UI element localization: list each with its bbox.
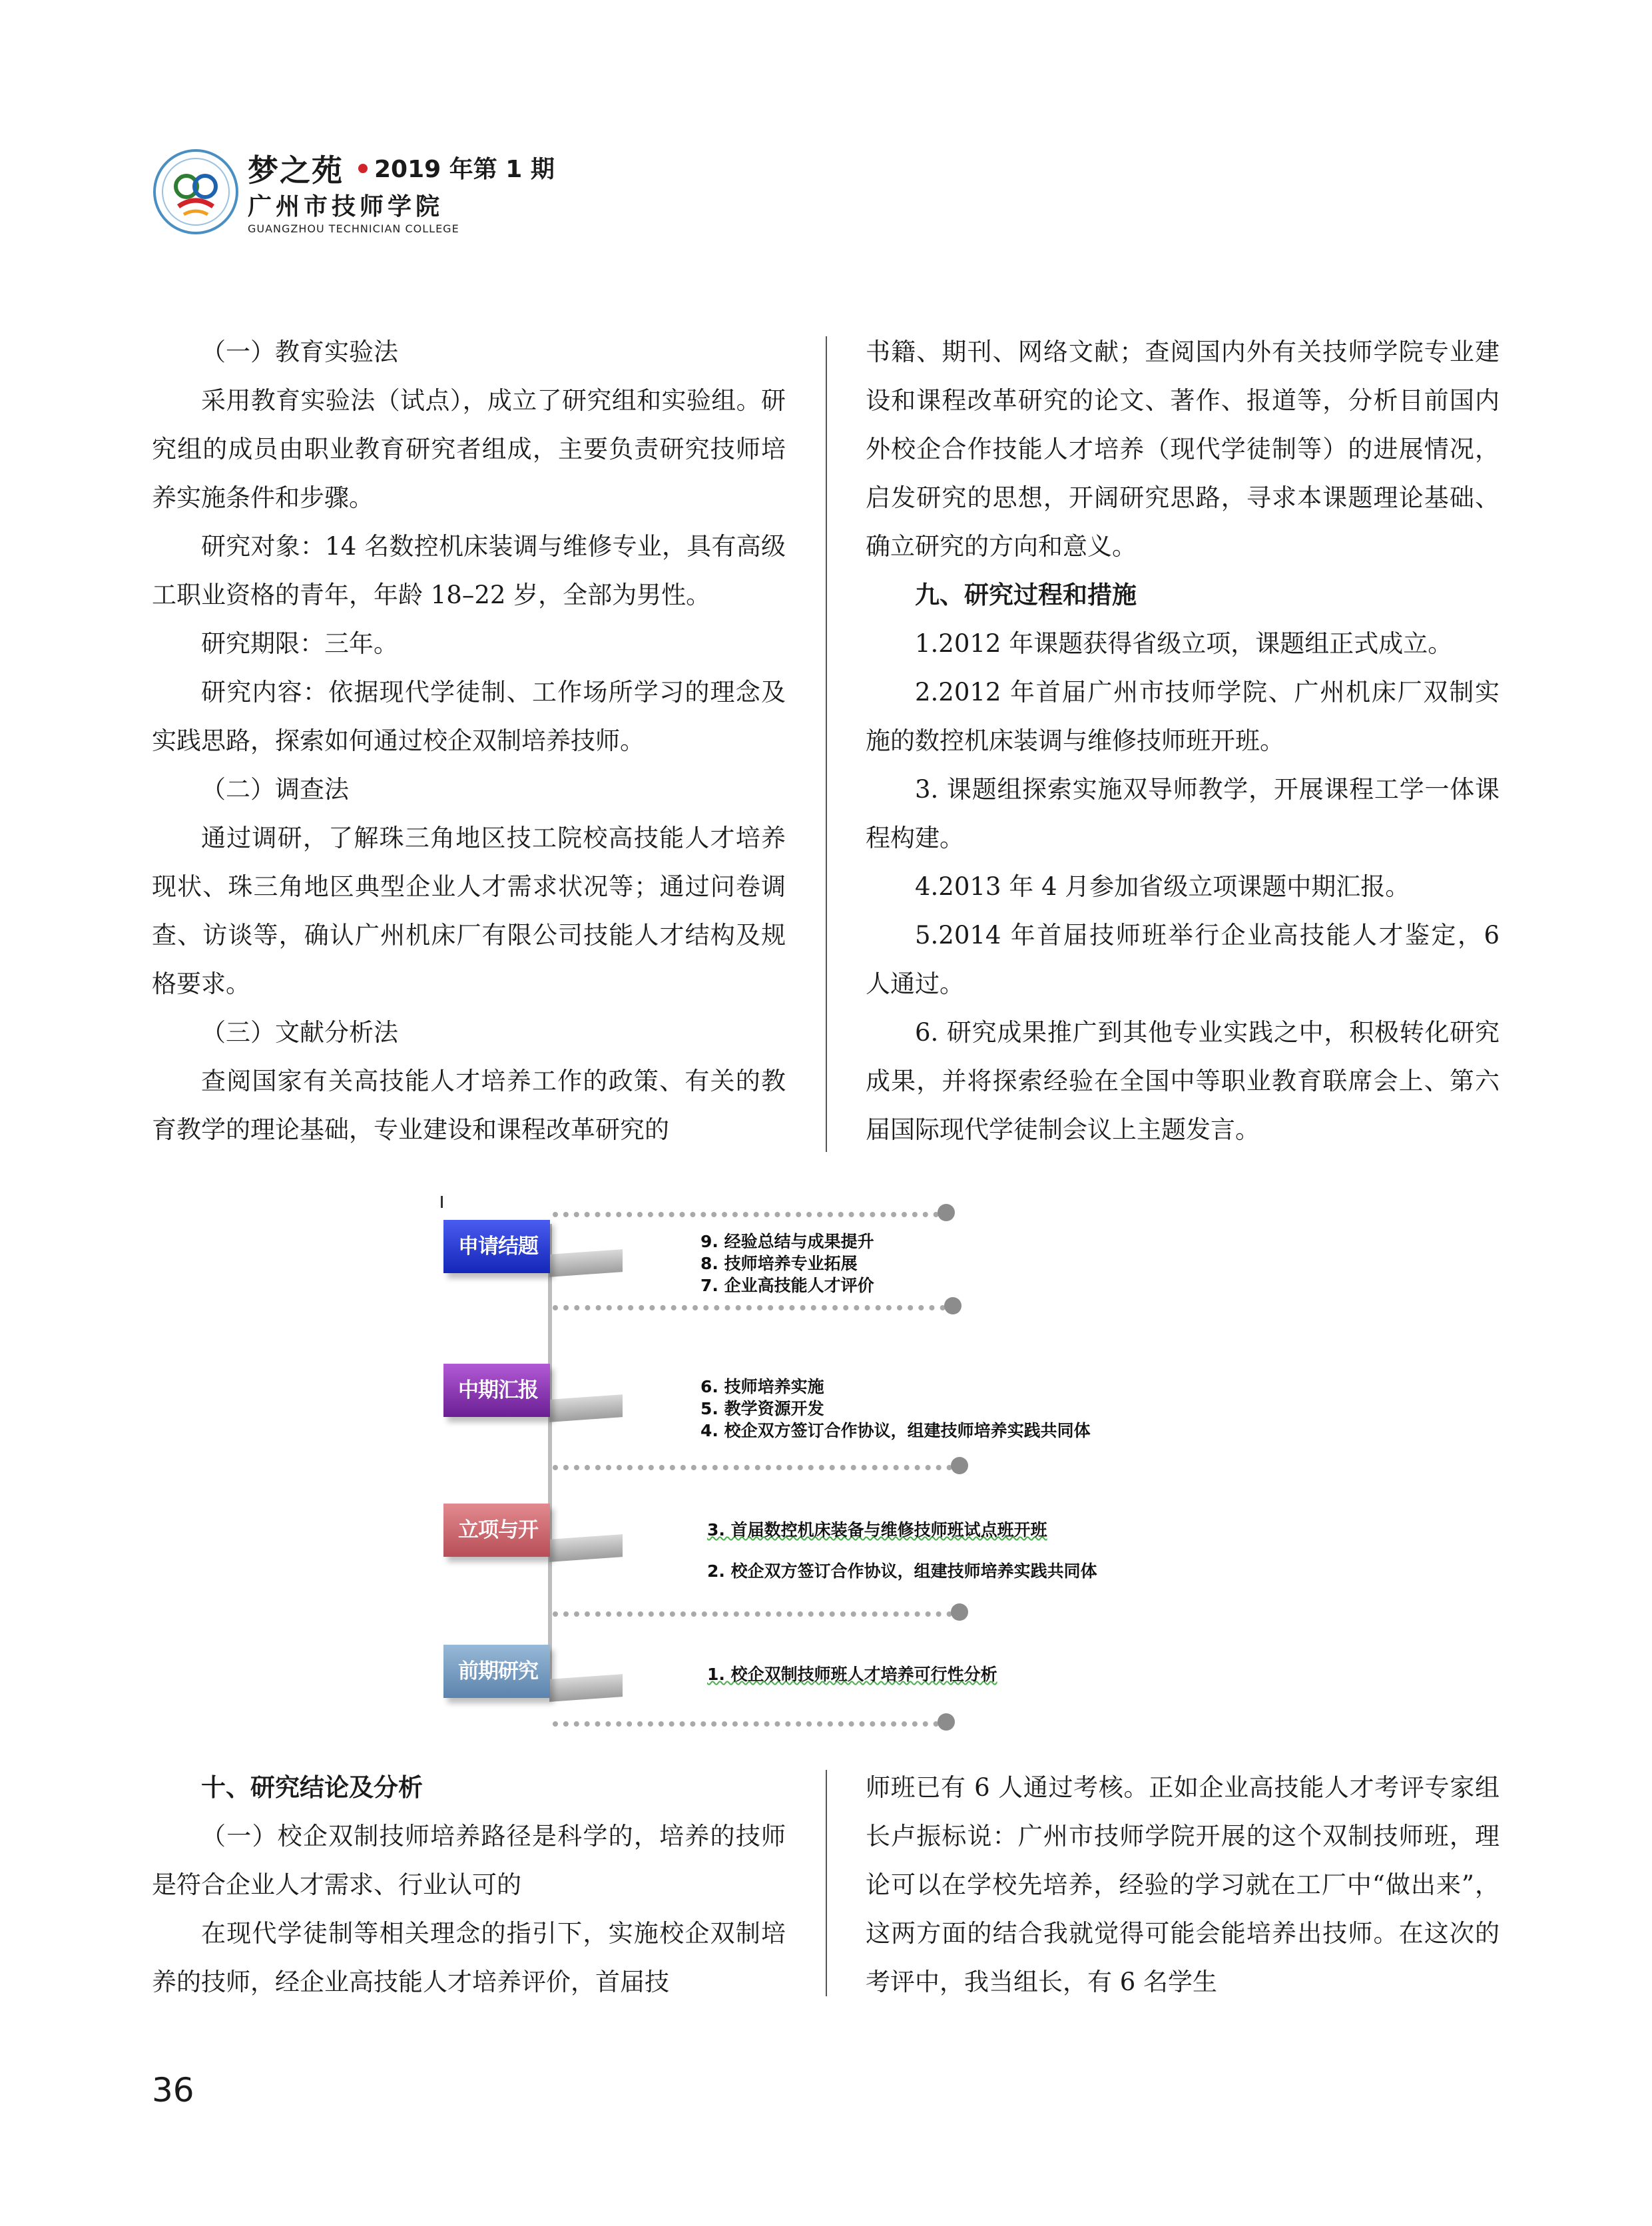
paragraph: 师班已有 6 人通过考核。正如企业高技能人才考评专家组长卢振标说：广州市技师学院开展的这个双制技师班，理论可以在学校先培养，经验的学习就在工厂中“做出来”，这两方面的结合我就觉得可能会能培养出技师。在这次的考评中，我当组长，有 6 名学生 [866,1773,1500,1996]
timeline-dots [553,1611,952,1617]
stage4-items [707,1663,997,1685]
paragraph: 在现代学徒制等相关理念的指引下，实施校企双制培养的技师，经企业高技能人才培养评价，首届技 [152,1919,786,1996]
paragraph: 采用教育实验法（试点），成立了研究组和实验组。研究组的成员由职业教育研究者组成，主要负责研究技师培养实施条件和步骤。 [152,386,786,512]
subheading-literature: （三）文献分析法 [201,1018,398,1047]
school-name-en: GUANGZHOU TECHNICIAN COLLEGE [248,222,459,235]
subheading-conclusion-1: （一）校企双制技师培养路径是科学的，培养的技师是符合企业人才需求、行业认可的 [152,1822,786,1899]
bottom-right-column [866,1763,1500,2006]
stage-ribbon [549,1249,623,1277]
research-process-diagram [426,1185,1232,1738]
paragraph: 研究内容：依据现代学徒制、工作场所学习的理念及实践思路，探索如何通过校企双制培养技师。 [152,678,786,755]
section-heading-9: 九、研究过程和措施 [915,581,1137,609]
stage-ribbon [549,1674,623,1702]
timeline-endpoint [951,1457,968,1474]
column-divider [826,1770,827,1996]
college-logo [152,148,240,236]
paragraph: 研究对象：14 名数控机床装调与维修专业，具有高级工职业资格的青年，年龄 18–22 岁，全部为男性。 [152,532,786,609]
timeline-item: 1. 校企双制技师班人才培养可行性分析 [707,1665,997,1684]
timeline-endpoint [951,1603,968,1621]
list-item: 6. 研究成果推广到其他专业实践之中，积极转化研究成果，并将探索经验在全国中等职业教育联席会上、第六届国际现代学徒制会议上主题发言。 [866,1018,1500,1144]
timeline-dots [553,1721,939,1727]
list-item: 1.2012 年课题获得省级立项，课题组正式成立。 [915,629,1453,658]
spacer [707,1541,1097,1561]
school-name: 广州市技师学院 [248,193,444,220]
stage1-items [700,1231,874,1296]
stage-ribbon [549,1394,623,1422]
timeline-item: 8. 技师培养专业拓展 [700,1254,858,1273]
stage-ribbon [549,1534,623,1562]
list-item: 4.2013 年 4 月参加省级立项课题中期汇报。 [915,872,1410,901]
timeline-item: 6. 技师培养实施 [700,1377,824,1396]
section-heading-10: 十、研究结论及分析 [201,1773,423,1802]
subheading-survey: （二）调查法 [201,775,349,804]
stage3-items [707,1520,1097,1582]
timeline-axis [548,1224,552,1690]
timeline-endpoint [944,1297,962,1314]
timeline-item: 5. 教学资源开发 [700,1399,824,1418]
magazine-name: 梦之苑 [248,152,344,188]
stage-preliminary-research: 前期研究基础 [443,1645,550,1698]
timeline-item: 7. 企业高技能人才评价 [700,1276,874,1295]
stage-midterm-report: 中期汇报 [443,1364,550,1417]
timeline-item: 4. 校企双方签订合作协议，组建技师培养实践共同体 [700,1421,1091,1440]
timeline-dots [553,1465,952,1470]
timeline-endpoint [938,1204,955,1221]
timeline-item: 9. 经验总结与成果提升 [700,1232,874,1251]
page-number: 36 [152,2071,194,2109]
paragraph: 通过调研，了解珠三角地区技工院校高技能人才培养现状、珠三角地区典型企业人才需求状况等；通过问卷调查、访谈等，确认广州机床厂有限公司技能人才结构及规格要求。 [152,824,786,998]
timeline-endpoint [938,1713,955,1731]
list-item: 3. 课题组探索实施双导师教学，开展课程工学一体课程构建。 [866,775,1500,852]
top-right-column [866,328,1500,1154]
column-divider [826,336,827,1152]
paragraph: 研究期限：三年。 [201,629,398,658]
stage2-items [700,1376,1091,1442]
red-dot [358,164,368,173]
timeline-dots [553,1305,946,1310]
paragraph: 书籍、期刊、网络文献；查阅国内外有关技师学院专业建设和课程改革研究的论文、著作、报道等，分析目前国内外校企合作技能人才培养（现代学徒制等）的进展情况，启发研究的思想，开阔研究思路，寻求本课题理论基础、确立研究的方向和意义。 [866,338,1500,561]
paragraph: 查阅国家有关高技能人才培养工作的政策、有关的教育教学的理论基础，专业建设和课程改革研究的 [152,1067,786,1144]
timeline-dots [553,1212,939,1217]
list-item: 2.2012 年首届广州市技师学院、广州机床厂双制实施的数控机床装调与维修技师班开班。 [866,678,1500,755]
timeline-item: 2. 校企双方签订合作协议，组建技师培养实践共同体 [707,1561,1097,1581]
cursor-mark [441,1196,443,1208]
subheading-experiment: （一）教育实验法 [201,338,398,366]
timeline-item: 3. 首届数控机床装备与维修技师班试点班开班 [707,1520,1047,1539]
issue-label: 2019 年第 1 期 [374,156,555,183]
stage-apply-conclusion: 申请结题 [443,1220,550,1273]
bottom-left-column [152,1763,786,2006]
stage-project-opening: 立项与开题 [443,1504,550,1557]
top-left-column [152,328,786,1154]
list-item: 5.2014 年首届技师班举行企业高技能人才鉴定，6 人通过。 [866,921,1500,998]
